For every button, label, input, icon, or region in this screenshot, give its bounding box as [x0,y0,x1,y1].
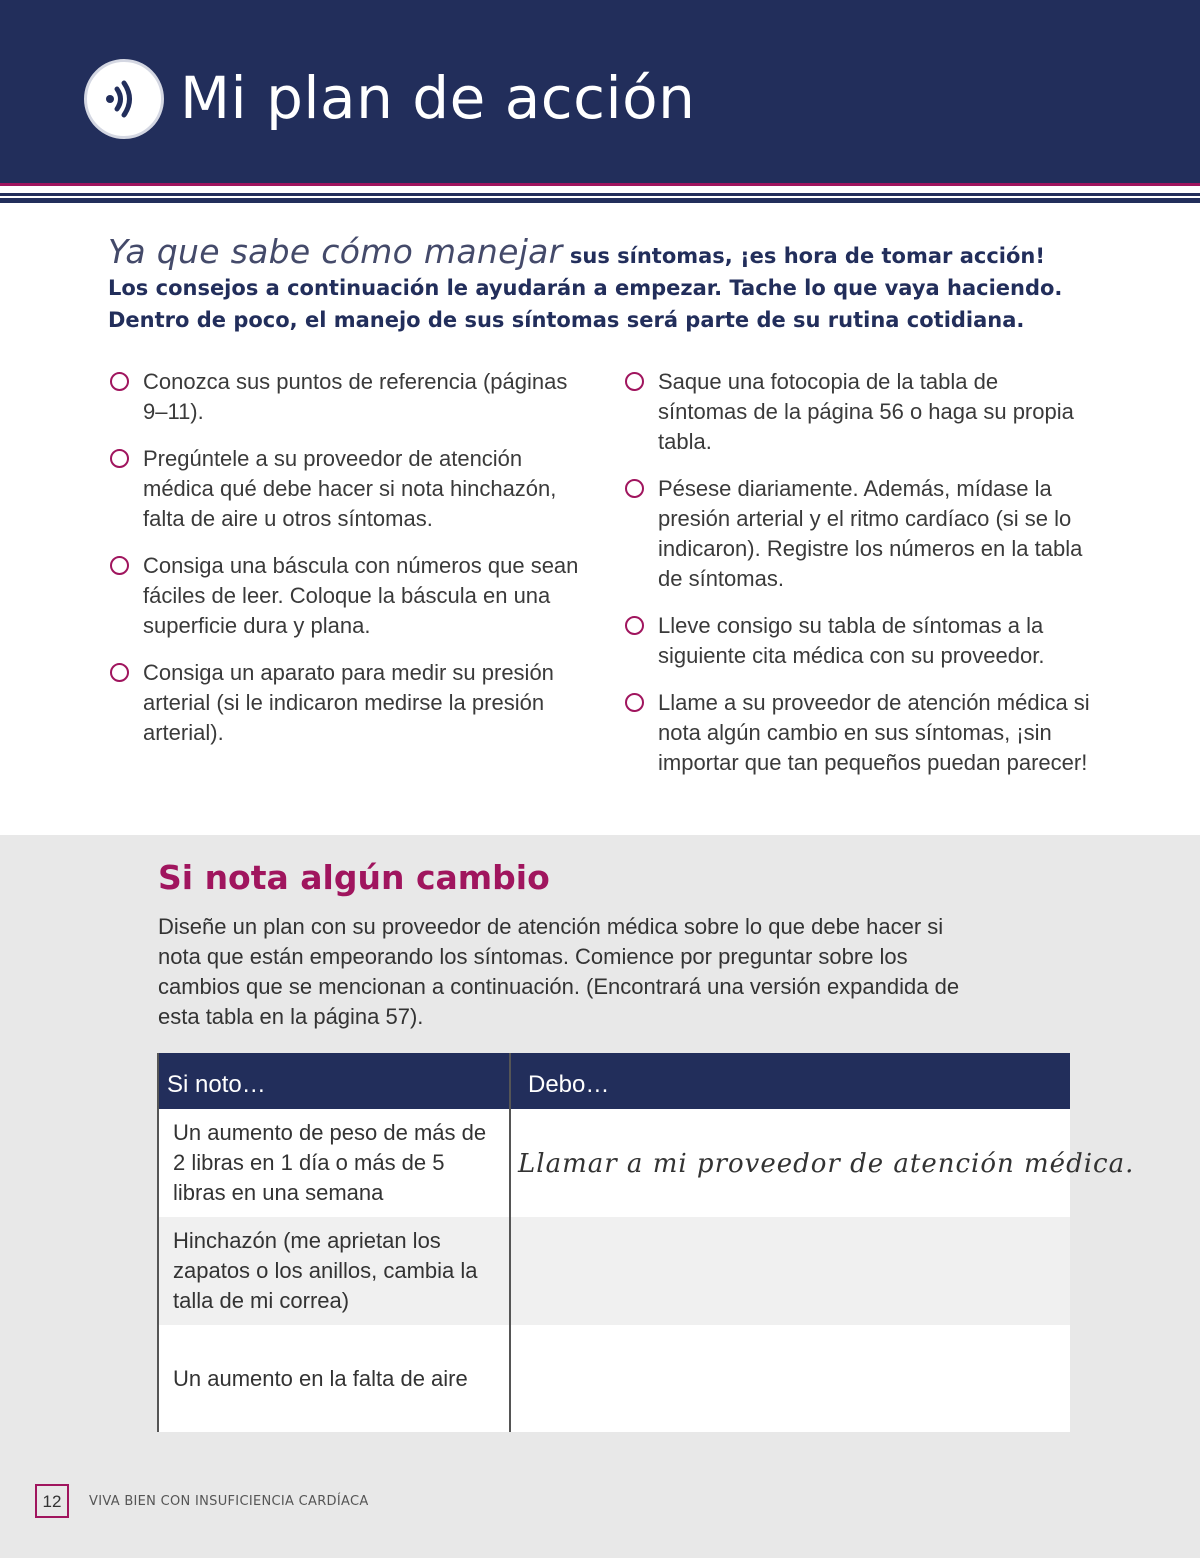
table-header-noto: Si noto… [157,1053,509,1109]
table-cell-noto: Un aumento en la falta de aire [157,1325,509,1432]
checklist-item-text: Pregúntele a su proveedor de atención médica qué debe hacer si nota hinchazón, falta de aire u otros síntomas. [143,446,557,531]
checkbox-circle-icon [625,372,644,391]
checkbox-circle-icon [110,449,129,468]
header-banner [0,0,1200,183]
intro-text [108,232,1108,336]
publication-title: VIVA BIEN CON INSUFICIENCIA CARDÍACA [89,1494,369,1509]
checklist-item [108,444,588,534]
table-row [157,1109,1135,1217]
table-cell-debo[interactable] [510,1109,1135,1217]
checklist-item [623,474,1093,594]
handwritten-answer: Llamar a mi proveedor de atención médica. [518,1149,1135,1179]
checklist-item-text: Consiga una báscula con números que sean fáciles de leer. Coloque la báscula en una superficie dura y plana. [143,553,579,638]
header-stripe-navy [0,193,1200,196]
checklist-item [108,658,588,748]
checkbox-circle-icon [625,616,644,635]
intro-line2: Los consejos a continuación le ayudarán a empezar. Tache lo que vaya haciendo. [108,276,1063,300]
table-row [157,1325,1070,1432]
header-stripe-gap [0,186,1200,193]
table-row [157,1217,1070,1325]
checklist-item-text: Pésese diariamente. Además, mídase la presión arterial y el ritmo cardíaco (si se lo indicaron). Registre los números en la tabla de síntomas. [658,476,1083,591]
section-body: Diseñe un plan con su proveedor de atención médica sobre lo que debe hacer si nota que están empeorando los síntomas. Comience por preguntar sobre los cambios que se mencionan a continuación. (Encontrará una versión expandida de esta tabla en la página 57). [158,914,960,1029]
page-title: Mi plan de acción [180,64,696,132]
table-cell-debo[interactable] [510,1217,1070,1325]
table-cell-debo[interactable] [510,1325,1070,1432]
checklist-item-text: Conozca sus puntos de referencia (páginas 9–11). [143,369,568,424]
table-column-divider [509,1053,511,1432]
checklist-left [108,367,588,765]
checklist-item [623,611,1093,671]
table-cell-noto: Un aumento de peso de más de 2 libras en 1 día o más de 5 libras en una semana [157,1109,509,1217]
page-number: 12 [35,1484,69,1518]
intro-line3: Dentro de poco, el manejo de sus síntomas será parte de su rutina cotidiana. [108,308,1025,332]
section-title: Si nota algún cambio [158,858,550,897]
checklist-item-text: Consiga un aparato para medir su presión arterial (si le indicaron medirse la presión arterial). [143,660,554,745]
table-cell-noto: Hinchazón (me aprietan los zapatos o los anillos, cambia la talla de mi correa) [157,1217,509,1325]
header-stripe-navy-2 [0,198,1200,203]
checklist-right [623,367,1093,795]
checklist-item-text: Llame a su proveedor de atención médica si nota algún cambio en sus síntomas, ¡sin importar que tan pequeños puedan parecer! [658,690,1090,775]
table-border-left [157,1053,159,1432]
intro-lead: Ya que sabe cómo manejar [108,232,563,271]
checklist-item-text: Lleve consigo su tabla de síntomas a la siguiente cita médica con su proveedor. [658,613,1045,668]
checklist-item [623,688,1093,778]
checkbox-circle-icon [110,372,129,391]
checkbox-circle-icon [110,556,129,575]
checkbox-circle-icon [625,479,644,498]
checkbox-circle-icon [110,663,129,682]
checklist-item [623,367,1093,457]
checklist-item-text: Saque una fotocopia de la tabla de síntomas de la página 56 o haga su propia tabla. [658,369,1074,454]
sound-waves-icon [84,59,164,139]
intro-line1: sus síntomas, ¡es hora de tomar acción! [569,244,1045,268]
checklist-item [108,551,588,641]
checkbox-circle-icon [625,693,644,712]
action-table [157,1053,1135,1432]
table-header-debo: Debo… [510,1053,1070,1109]
checklist-item [108,367,588,427]
